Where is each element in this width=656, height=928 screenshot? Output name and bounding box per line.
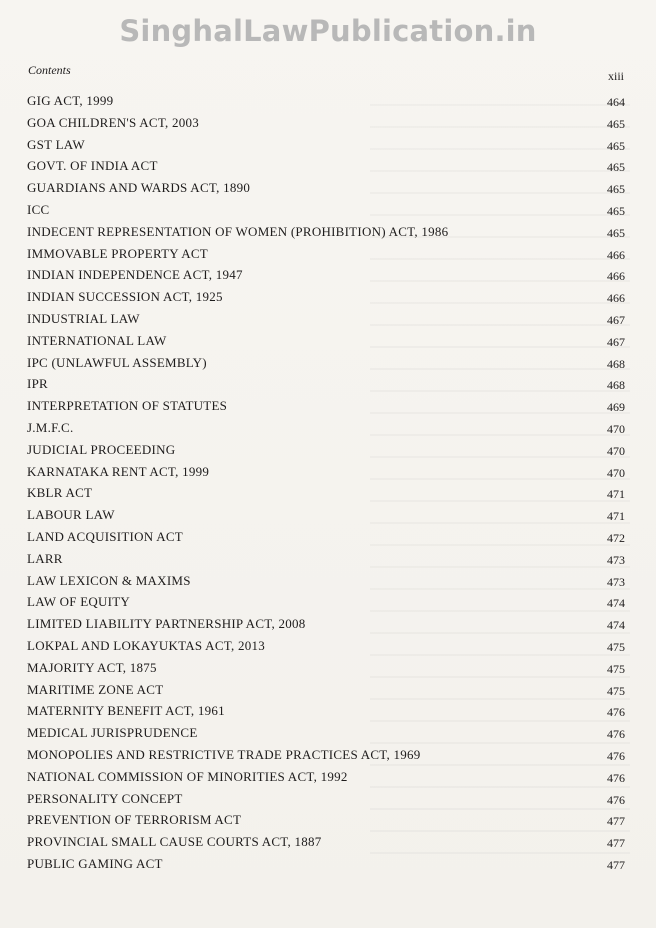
toc-entry	[27, 264, 625, 286]
toc-entry	[27, 330, 625, 352]
toc-entry-title: PREVENTION OF TERRORISM ACT	[27, 812, 242, 828]
toc-entry-title: KARNATAKA RENT ACT, 1999	[27, 463, 210, 479]
toc-entry-page: 476	[607, 748, 625, 763]
toc-entry-title: GOVT. OF INDIA ACT	[27, 158, 158, 174]
toc-entry-page: 471	[607, 509, 625, 524]
toc-entry	[27, 853, 625, 875]
toc-entry-title: ICC	[27, 201, 50, 217]
toc-entry-page: 465	[607, 225, 625, 240]
toc-entry-page: 465	[607, 138, 625, 153]
toc-entry-title: IMMOVABLE PROPERTY ACT	[27, 245, 208, 261]
toc-entry-page: 470	[607, 465, 625, 480]
toc-entry	[27, 831, 625, 853]
toc-entry-title: LIMITED LIABILITY PARTNERSHIP ACT, 2008	[27, 616, 306, 632]
toc-entry-page: 470	[607, 421, 625, 436]
toc-entry-title: GIG ACT, 1999	[27, 93, 114, 108]
toc-entry	[27, 352, 625, 374]
toc-entry-title: INDUSTRIAL LAW	[27, 310, 140, 326]
toc-entry-title: PERSONALITY CONCEPT	[27, 790, 183, 806]
toc-entry	[27, 286, 625, 308]
toc-entry	[27, 112, 625, 134]
toc-entry	[27, 177, 625, 199]
toc-entry	[27, 613, 625, 635]
toc-entry-page: 474	[607, 618, 625, 633]
toc-entry-page: 477	[607, 857, 625, 872]
toc-entry	[27, 526, 625, 548]
toc-entry	[27, 373, 625, 395]
toc-entry-title: INDECENT REPRESENTATION OF WOMEN (PROHIBITION) ACT, 1986	[27, 223, 449, 239]
toc-entry-page: 477	[607, 814, 625, 829]
toc-entry-title: PUBLIC GAMING ACT	[27, 855, 163, 871]
toc-entry-page: 476	[607, 727, 625, 742]
toc-entry	[27, 417, 625, 439]
toc-entry	[27, 221, 625, 243]
toc-entry-page: 471	[607, 487, 625, 502]
toc-entry-page: 465	[607, 203, 625, 218]
toc-entry	[27, 395, 625, 417]
toc-entry-page: 476	[607, 705, 625, 720]
toc-entry-page: 476	[607, 770, 625, 785]
toc-entry	[27, 155, 625, 177]
toc-entry-title: MEDICAL JURISPRUDENCE	[27, 725, 198, 741]
toc-entry-title: MATERNITY BENEFIT ACT, 1961	[27, 703, 225, 719]
toc-entry-title: MAJORITY ACT, 1875	[27, 659, 157, 675]
toc-entry	[27, 134, 625, 156]
toc-entry-title: INTERPRETATION OF STATUTES	[27, 398, 228, 414]
toc-entry	[27, 199, 625, 221]
toc-entry-title: LAW OF EQUITY	[27, 594, 131, 610]
toc-entry	[27, 722, 625, 744]
toc-entry-page: 475	[607, 683, 625, 698]
toc-entry-title: LOKPAL AND LOKAYUKTAS ACT, 2013	[27, 637, 265, 653]
toc-entry-page: 476	[607, 792, 625, 807]
toc-entry-page: 466	[607, 291, 625, 306]
watermark: SinghalLawPublication.in	[119, 14, 537, 48]
section-title: Contents	[28, 63, 71, 77]
toc-entry	[27, 809, 625, 831]
toc-entry-page: 464	[607, 95, 625, 109]
toc-entry-title: GOA CHILDREN'S ACT, 2003	[27, 114, 200, 130]
toc-entry	[27, 635, 625, 657]
toc-entry	[27, 679, 625, 701]
page-number: xiii	[607, 69, 624, 83]
toc-entry	[27, 591, 625, 613]
toc-entry-title: GUARDIANS AND WARDS ACT, 1890	[27, 180, 251, 196]
toc-entry-title: PROVINCIAL SMALL CAUSE COURTS ACT, 1887	[27, 834, 322, 850]
toc-entry-page: 468	[607, 378, 625, 393]
toc-entry-page: 470	[607, 443, 625, 458]
toc-entry	[27, 657, 625, 679]
toc-entry-page: 477	[607, 836, 625, 851]
toc-entry-title: IPC (UNLAWFUL ASSEMBLY)	[27, 354, 207, 370]
page-header	[28, 63, 624, 81]
toc-entry-page: 469	[607, 400, 625, 415]
toc-entry-page: 474	[607, 596, 625, 611]
toc-entry-title: KBLR ACT	[27, 485, 93, 501]
toc-entry-page: 473	[607, 552, 625, 567]
toc-entry-title: J.M.F.C.	[27, 419, 74, 435]
table-of-contents	[27, 90, 625, 875]
toc-entry	[27, 504, 625, 526]
toc-entry-title: IPR	[27, 376, 48, 392]
toc-entry-title: LAND ACQUISITION ACT	[27, 528, 183, 544]
toc-entry-title: MONOPOLIES AND RESTRICTIVE TRADE PRACTICES ACT, 1969	[27, 746, 421, 762]
toc-entry-title: INTERNATIONAL LAW	[27, 332, 167, 348]
toc-entry-page: 475	[607, 639, 625, 654]
toc-entry-page: 465	[607, 160, 625, 175]
toc-entry	[27, 482, 625, 504]
toc-entry-page: 468	[607, 356, 625, 371]
toc-entry-title: LABOUR LAW	[27, 507, 115, 523]
toc-entry	[27, 700, 625, 722]
toc-entry	[27, 461, 625, 483]
toc-entry-page: 467	[607, 334, 625, 349]
toc-entry	[27, 570, 625, 592]
toc-entry	[27, 243, 625, 265]
toc-entry-title: JUDICIAL PROCEEDING	[27, 441, 176, 457]
toc-entry-title: NATIONAL COMMISSION OF MINORITIES ACT, 1992	[27, 768, 348, 784]
toc-entry-page: 467	[607, 312, 625, 327]
toc-entry	[27, 766, 625, 788]
toc-entry-title: INDIAN SUCCESSION ACT, 1925	[27, 289, 223, 305]
toc-entry-page: 473	[607, 574, 625, 589]
toc-entry	[27, 548, 625, 570]
toc-entry	[27, 744, 625, 766]
toc-entry	[27, 439, 625, 461]
toc-entry-page: 475	[607, 661, 625, 676]
toc-entry-title: LAW LEXICON & MAXIMS	[27, 572, 191, 588]
toc-entry-title: INDIAN INDEPENDENCE ACT, 1947	[27, 267, 243, 283]
toc-entry-page: 465	[607, 182, 625, 197]
toc-entry	[27, 788, 625, 810]
toc-entry-page: 465	[607, 116, 625, 131]
toc-entry-page: 472	[607, 530, 625, 545]
toc-entry-title: GST LAW	[27, 136, 85, 152]
toc-entry	[27, 308, 625, 330]
toc-entry-page: 466	[607, 247, 625, 262]
toc-entry-page: 466	[607, 269, 625, 284]
toc-entry	[27, 90, 625, 112]
toc-entry-title: MARITIME ZONE ACT	[27, 681, 164, 697]
toc-entry-title: LARR	[27, 550, 63, 566]
